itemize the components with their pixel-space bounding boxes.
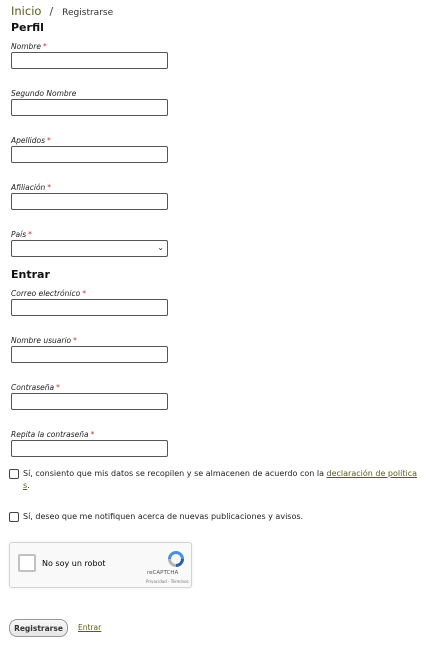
username-label-text: Nombre usuario: [11, 336, 72, 345]
required-mark: *: [82, 289, 86, 298]
password-input[interactable]: [11, 393, 168, 410]
recaptcha-logo-icon: [165, 549, 187, 569]
required-mark: *: [90, 430, 95, 439]
breadcrumb: [11, 4, 113, 18]
username-label: [11, 336, 77, 345]
email-input[interactable]: [11, 299, 168, 316]
affiliation-label-text: Afiliación: [11, 183, 46, 192]
last-name-label: [11, 136, 51, 145]
country-select[interactable]: [11, 240, 168, 257]
chevron-down-icon: ⌄: [157, 243, 164, 252]
middle-name-label-text: Segundo Nombre: [11, 89, 77, 98]
middle-name-label: [11, 89, 76, 98]
password-repeat-label-text: Repita la contraseña: [11, 430, 89, 439]
required-mark: *: [42, 42, 47, 51]
login-link[interactable]: Entrar: [78, 623, 102, 632]
first-name-label: [11, 42, 47, 51]
consent-row: [9, 468, 419, 492]
first-name-input[interactable]: [11, 52, 168, 69]
consent-checkbox[interactable]: [9, 469, 19, 479]
last-name-label-text: Apellidos: [11, 136, 46, 145]
breadcrumb-current: Registrarse: [62, 8, 114, 18]
middle-name-input[interactable]: [11, 99, 168, 116]
country-label-text: País: [11, 230, 27, 239]
password-repeat-input[interactable]: [11, 440, 168, 457]
email-label-text: Correo electrónico: [11, 289, 81, 298]
notify-text: Sí, deseo que me notifiquen acerca de nuevas publicaciones y avisos.: [23, 512, 304, 521]
breadcrumb-separator: /: [49, 5, 54, 18]
consent-text: [23, 468, 419, 492]
username-input[interactable]: [11, 346, 168, 363]
register-button[interactable]: Registrarse: [9, 619, 68, 637]
password-repeat-label: [11, 430, 94, 439]
login-section-title: Entrar: [11, 268, 50, 281]
first-name-label-text: Nombre: [11, 42, 41, 51]
recaptcha-brand: reCAPTCHA: [147, 570, 179, 576]
notify-checkbox[interactable]: [9, 512, 19, 522]
recaptcha-label: No soy un robot: [42, 559, 106, 568]
required-mark: *: [47, 183, 52, 192]
affiliation-input[interactable]: [11, 193, 168, 210]
last-name-input[interactable]: [11, 146, 168, 163]
consent-text-main: Sí, consiento que mis datos se recopilen y se almacenen de acuerdo con la: [23, 469, 327, 478]
required-mark: *: [28, 230, 32, 239]
required-mark: *: [47, 136, 51, 145]
breadcrumb-home-link[interactable]: Inicio: [11, 4, 42, 18]
affiliation-label: [11, 183, 51, 192]
privacy-policy-link[interactable]: declaración de política s: [23, 469, 417, 490]
password-label: [11, 383, 60, 392]
required-mark: *: [73, 336, 77, 345]
password-label-text: Contraseña: [11, 383, 55, 392]
email-label: [11, 289, 86, 298]
notify-row: [9, 511, 419, 523]
country-label: [11, 230, 32, 239]
required-mark: *: [56, 383, 60, 392]
recaptcha-checkbox[interactable]: [18, 554, 36, 572]
recaptcha-widget: [9, 542, 192, 588]
recaptcha-legal-links[interactable]: Privacidad - Términos: [146, 579, 189, 584]
consent-text-suffix: .: [27, 481, 30, 490]
profile-section-title: Perfil: [11, 21, 44, 34]
